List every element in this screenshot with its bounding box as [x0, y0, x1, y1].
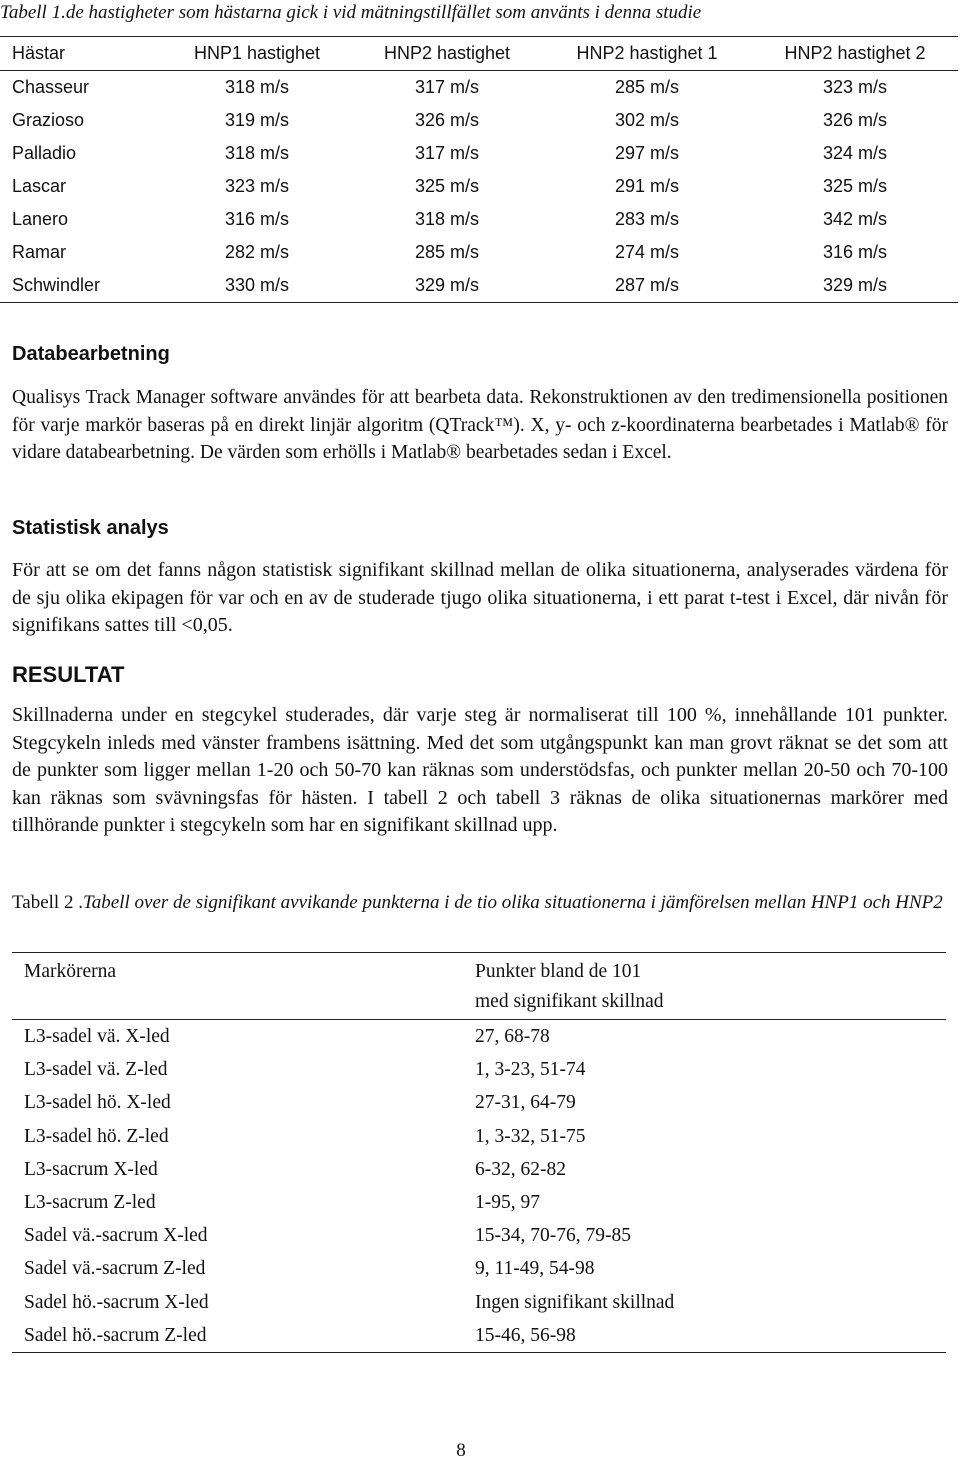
- points-cell: 1, 3-23, 51-74: [475, 1059, 586, 1081]
- horse-name: Schwindler: [12, 275, 101, 295]
- header-hnp2-speed-1: HNP2 hastighet 1: [576, 43, 718, 63]
- speed-cell: 297 m/s: [614, 143, 680, 163]
- speed-cell: 283 m/s: [614, 209, 680, 229]
- marker-cell: L3-sacrum Z-led: [24, 1191, 156, 1213]
- table1-caption: Tabell 1.de hastigheter som hästarna gick i vid mätningstillfället som använts i denna studie: [0, 2, 702, 23]
- speed-cell: 317 m/s: [414, 143, 480, 163]
- speed-cell: 316 m/s: [822, 242, 888, 262]
- points-cell: 1, 3-32, 51-75: [475, 1125, 586, 1147]
- table2-caption-text: Tabell over de signifikant avvikande punkterna i de tio olika situationerna i jämförelsen mellan HNP1 och HNP2: [82, 892, 943, 913]
- speed-cell: 291 m/s: [614, 176, 680, 196]
- points-cell: 1-95, 97: [475, 1191, 540, 1213]
- points-cell: Ingen signifikant skillnad: [475, 1291, 675, 1313]
- speed-table: [0, 36, 958, 303]
- table-row: [0, 269, 958, 303]
- marker-cell: Sadel hö.-sacrum Z-led: [24, 1324, 207, 1346]
- speed-cell: 317 m/s: [414, 77, 480, 97]
- speed-cell: 302 m/s: [614, 110, 680, 130]
- speed-cell: 329 m/s: [822, 275, 888, 295]
- table-row: [12, 1252, 946, 1285]
- horse-name: Palladio: [12, 143, 77, 163]
- table2-caption-label: Tabell 2 .: [12, 892, 83, 913]
- header-horses: Hästar: [12, 43, 66, 63]
- table-row: [0, 170, 958, 203]
- speed-cell: 323 m/s: [822, 77, 888, 97]
- header-markers: Markörerna: [24, 961, 117, 982]
- significance-table: [12, 952, 946, 1353]
- table-row: [12, 1319, 946, 1353]
- speed-cell: 274 m/s: [614, 242, 680, 262]
- speed-cell: 326 m/s: [414, 110, 480, 130]
- marker-cell: Sadel vä.-sacrum X-led: [24, 1225, 208, 1247]
- horse-name: Lascar: [12, 176, 67, 196]
- table-row: [0, 71, 958, 105]
- marker-cell: L3-sacrum X-led: [24, 1158, 158, 1180]
- speed-cell: 325 m/s: [414, 176, 480, 196]
- table-row: [12, 1086, 946, 1119]
- speed-cell: 285 m/s: [414, 242, 480, 262]
- speed-cell: 318 m/s: [224, 77, 290, 97]
- header-points-line1: Punkter bland de 101: [475, 961, 642, 982]
- header-points-line2: med signifikant skillnad: [475, 991, 664, 1012]
- table-row: [0, 104, 958, 137]
- speed-cell: 329 m/s: [414, 275, 480, 295]
- speed-cell: 342 m/s: [822, 209, 888, 229]
- table-row: [0, 203, 958, 236]
- marker-cell: L3-sadel hö. X-led: [24, 1092, 171, 1114]
- table2-caption: [12, 890, 952, 915]
- speed-cell: 319 m/s: [224, 110, 290, 130]
- table-row: [12, 1219, 946, 1252]
- section-heading-statistisk-analys: Statistisk analys: [12, 517, 169, 539]
- speed-cell: 325 m/s: [822, 176, 888, 196]
- paragraph-resultat: Skillnaderna under en stegcykel studerades, där varje steg är normaliserat till 100 %, innehållande 101 punkter. Stegcykeln inleds med vänster frambens isättning. Med det som utgångspunkt kan man grovt räknat se det som att de punkter som ligger mellan 1-20 och 50-70 kan räknas som understödsfas, och punkter mellan 20-50 och 70-100 kan räknas som svävningsfas för hästen. I tabell 2 och tabell 3 räknas de olika situationernas markörer med tillhörande punkter i stegcykeln som har en signifikant skillnad upp.: [12, 704, 948, 836]
- table-row: [12, 1153, 946, 1186]
- horse-name: Chasseur: [12, 77, 90, 97]
- paragraph-databearbetning: Qualisys Track Manager software användes för att bearbeta data. Rekonstruktionen av den tredimensionella positionen för varje markör baseras på en direkt linjär algoritm (QTrack™). X, y- och z-koordinaterna bearbetades i Matlab® för vidare databearbetning. De värden som erhölls i Matlab® bearbetades sedan i Excel.: [12, 387, 948, 463]
- points-cell: 15-34, 70-76, 79-85: [475, 1225, 631, 1247]
- points-cell: 6-32, 62-82: [475, 1158, 566, 1180]
- speed-table-header-row: [0, 37, 958, 71]
- speed-cell: 326 m/s: [822, 110, 888, 130]
- page-number: 8: [456, 1440, 466, 1461]
- table-row: [0, 236, 958, 269]
- horse-name: Ramar: [12, 242, 67, 262]
- horse-name: Lanero: [12, 209, 69, 229]
- speed-cell: 285 m/s: [614, 77, 680, 97]
- header-hnp2-speed-2: HNP2 hastighet 2: [784, 43, 926, 63]
- table-row: [12, 1120, 946, 1153]
- significance-table-header-row: [12, 953, 946, 1020]
- header-hnp2-speed: HNP2 hastighet: [383, 43, 511, 63]
- marker-cell: L3-sadel vä. Z-led: [24, 1059, 168, 1081]
- speed-cell: 318 m/s: [224, 143, 290, 163]
- speed-cell: 323 m/s: [224, 176, 290, 196]
- points-cell: 27, 68-78: [475, 1026, 550, 1047]
- paragraph-statistisk-analys: För att se om det fanns någon statistisk signifikant skillnad mellan de olika situationerna, analyserades värdena för de sju olika ekipagen för var och en av de studerade tjugo olika situationerna, i ett parat t-test i Excel, där nivån för signifikans sattes till <0,05.: [12, 559, 948, 636]
- horse-name: Grazioso: [12, 110, 85, 130]
- speed-cell: 324 m/s: [822, 143, 888, 163]
- table-row: [12, 1286, 946, 1319]
- table-row: [12, 1053, 946, 1086]
- section-heading-resultat: RESULTAT: [12, 662, 125, 687]
- speed-cell: 287 m/s: [614, 275, 680, 295]
- marker-cell: L3-sadel hö. Z-led: [24, 1125, 169, 1147]
- table-row: [12, 1020, 946, 1054]
- speed-cell: 318 m/s: [414, 209, 480, 229]
- speed-cell: 282 m/s: [224, 242, 290, 262]
- table-row: [0, 137, 958, 170]
- points-cell: 15-46, 56-98: [475, 1324, 576, 1346]
- table-row: [12, 1186, 946, 1219]
- speed-cell: 316 m/s: [224, 209, 290, 229]
- points-cell: 9, 11-49, 54-98: [475, 1258, 595, 1280]
- marker-cell: Sadel hö.-sacrum X-led: [24, 1291, 209, 1313]
- points-cell: 27-31, 64-79: [475, 1092, 576, 1114]
- header-hnp1-speed: HNP1 hastighet: [193, 43, 321, 63]
- speed-cell: 330 m/s: [224, 275, 290, 295]
- header-points: [475, 953, 946, 1020]
- section-heading-databearbetning: Databearbetning: [12, 343, 170, 365]
- marker-cell: L3-sadel vä. X-led: [24, 1026, 170, 1047]
- marker-cell: Sadel vä.-sacrum Z-led: [24, 1258, 206, 1280]
